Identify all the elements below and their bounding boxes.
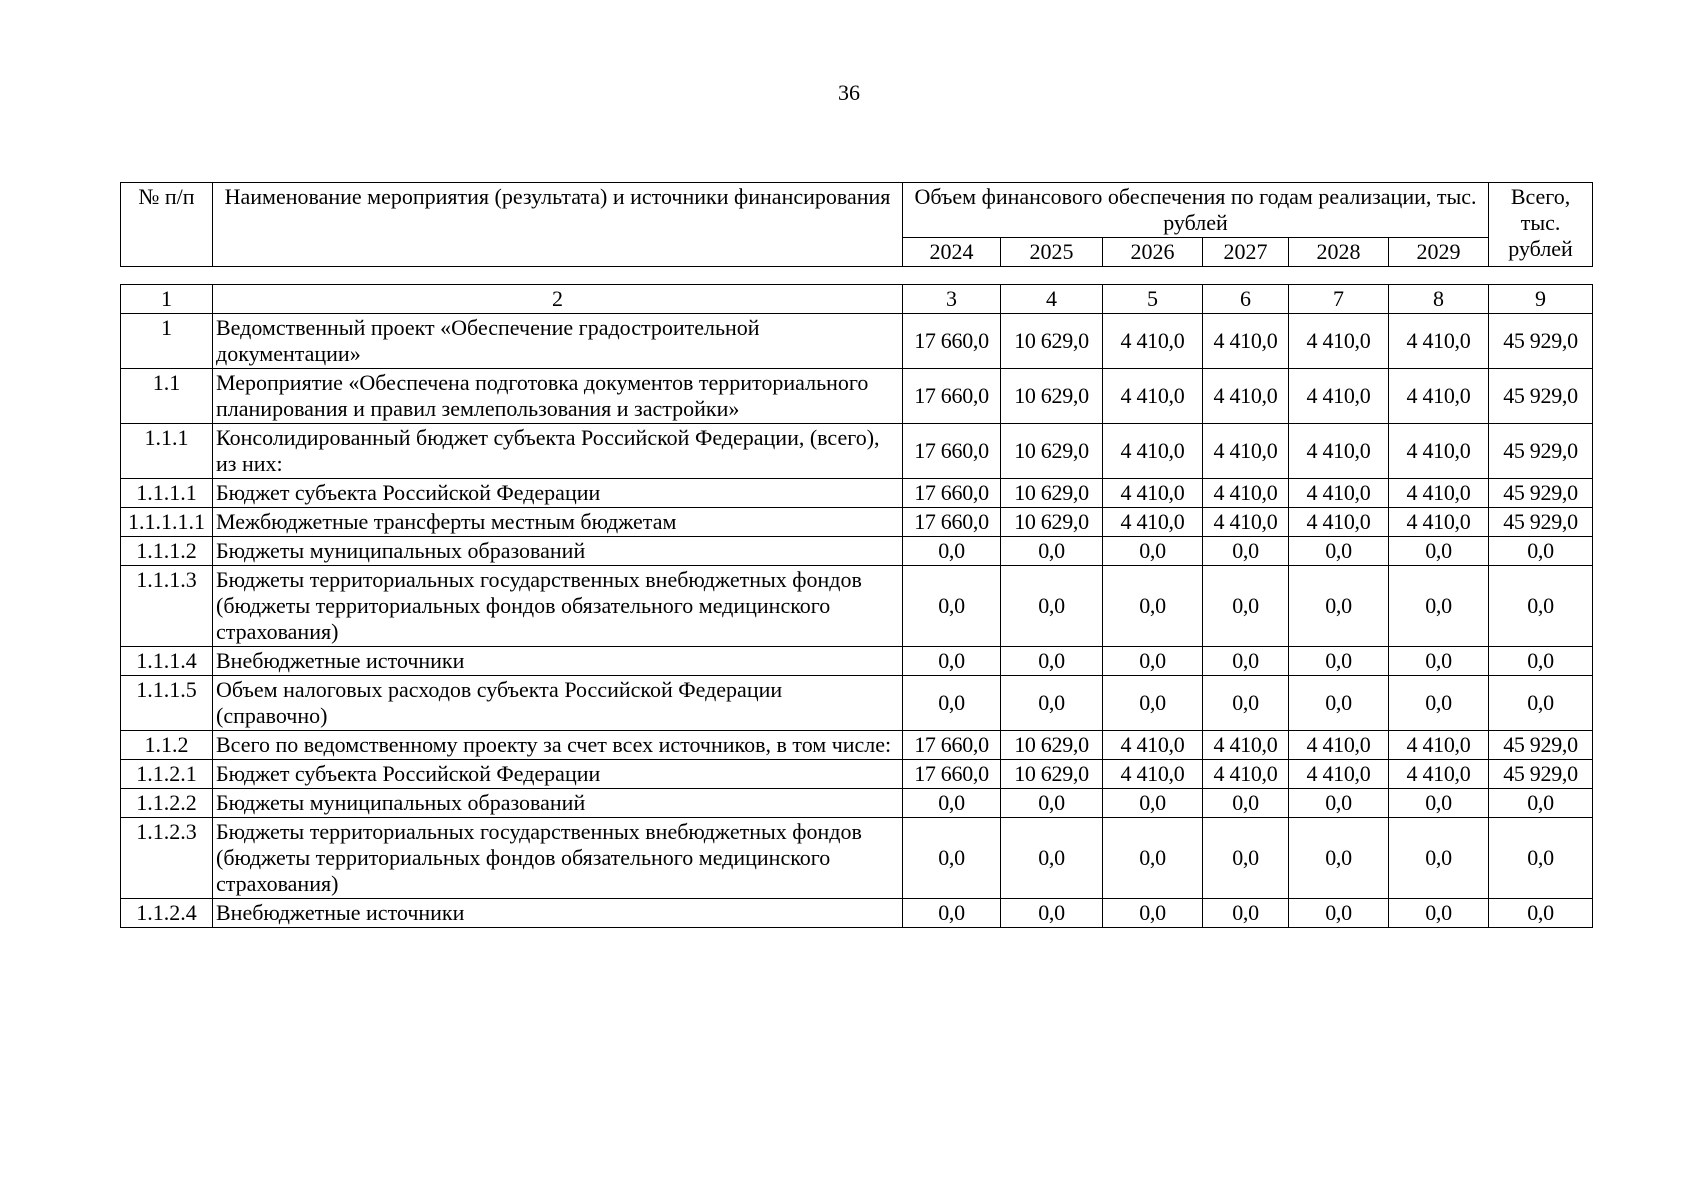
row-value: 10 629,0 xyxy=(1001,424,1103,479)
column-number: 1 xyxy=(121,285,213,314)
row-value: 0,0 xyxy=(1203,818,1289,899)
row-value: 17 660,0 xyxy=(903,760,1001,789)
page-number: 36 xyxy=(838,80,860,105)
row-value: 4 410,0 xyxy=(1289,314,1389,369)
row-value: 0,0 xyxy=(903,818,1001,899)
row-number: 1.1.1 xyxy=(121,424,213,479)
row-name: Бюджеты муниципальных образований xyxy=(213,537,903,566)
column-number: 5 xyxy=(1103,285,1203,314)
row-value: 0,0 xyxy=(1289,676,1389,731)
row-value: 4 410,0 xyxy=(1203,369,1289,424)
row-total: 45 929,0 xyxy=(1489,479,1593,508)
table-body xyxy=(120,284,1593,928)
row-value: 4 410,0 xyxy=(1389,369,1489,424)
row-number: 1.1.1.5 xyxy=(121,676,213,731)
header-year: 2029 xyxy=(1389,238,1489,267)
row-total: 45 929,0 xyxy=(1489,314,1593,369)
table-row xyxy=(121,424,1593,479)
row-value: 0,0 xyxy=(1001,566,1103,647)
row-name: Внебюджетные источники xyxy=(213,647,903,676)
row-total: 45 929,0 xyxy=(1489,369,1593,424)
row-value: 0,0 xyxy=(1001,676,1103,731)
table-row xyxy=(121,479,1593,508)
column-number: 9 xyxy=(1489,285,1593,314)
row-value: 4 410,0 xyxy=(1389,314,1489,369)
row-value: 10 629,0 xyxy=(1001,731,1103,760)
row-number: 1.1.2 xyxy=(121,731,213,760)
header-total: Всего, тыс. рублей xyxy=(1489,183,1593,267)
row-total: 0,0 xyxy=(1489,818,1593,899)
row-value: 17 660,0 xyxy=(903,369,1001,424)
row-value: 4 410,0 xyxy=(1103,479,1203,508)
row-value: 0,0 xyxy=(1389,566,1489,647)
row-total: 45 929,0 xyxy=(1489,424,1593,479)
table-row xyxy=(121,314,1593,369)
row-number: 1.1 xyxy=(121,369,213,424)
table-row xyxy=(121,760,1593,789)
row-value: 4 410,0 xyxy=(1389,479,1489,508)
table-row xyxy=(121,731,1593,760)
row-value: 0,0 xyxy=(1103,899,1203,928)
row-value: 4 410,0 xyxy=(1103,424,1203,479)
row-value: 0,0 xyxy=(903,566,1001,647)
row-value: 4 410,0 xyxy=(1203,731,1289,760)
row-value: 4 410,0 xyxy=(1289,760,1389,789)
row-value: 10 629,0 xyxy=(1001,760,1103,789)
row-value: 10 629,0 xyxy=(1001,369,1103,424)
row-value: 0,0 xyxy=(1389,676,1489,731)
row-value: 0,0 xyxy=(1389,899,1489,928)
row-value: 0,0 xyxy=(903,899,1001,928)
row-value: 0,0 xyxy=(1103,566,1203,647)
row-value: 0,0 xyxy=(1001,537,1103,566)
row-value: 0,0 xyxy=(1203,676,1289,731)
column-number: 4 xyxy=(1001,285,1103,314)
row-value: 4 410,0 xyxy=(1289,369,1389,424)
row-total: 0,0 xyxy=(1489,566,1593,647)
row-value: 4 410,0 xyxy=(1103,369,1203,424)
row-value: 4 410,0 xyxy=(1389,424,1489,479)
row-value: 0,0 xyxy=(1103,537,1203,566)
table-header xyxy=(120,182,1593,267)
row-value: 0,0 xyxy=(1203,537,1289,566)
row-value: 0,0 xyxy=(903,537,1001,566)
table-row xyxy=(121,789,1593,818)
row-value: 4 410,0 xyxy=(1103,760,1203,789)
row-total: 45 929,0 xyxy=(1489,760,1593,789)
row-value: 4 410,0 xyxy=(1103,731,1203,760)
table-row xyxy=(121,537,1593,566)
row-number: 1.1.1.4 xyxy=(121,647,213,676)
row-name: Бюджеты территориальных государственных внебюджетных фондов (бюджеты территориальных фондов обязательного медицинского страхования) xyxy=(213,566,903,647)
row-value: 4 410,0 xyxy=(1289,731,1389,760)
row-value: 0,0 xyxy=(1389,537,1489,566)
row-value: 0,0 xyxy=(903,647,1001,676)
row-value: 0,0 xyxy=(1001,818,1103,899)
row-number: 1.1.2.2 xyxy=(121,789,213,818)
row-value: 0,0 xyxy=(1203,566,1289,647)
table-row xyxy=(121,508,1593,537)
row-value: 0,0 xyxy=(1203,789,1289,818)
row-value: 0,0 xyxy=(903,789,1001,818)
row-number: 1.1.1.1 xyxy=(121,479,213,508)
row-value: 0,0 xyxy=(1203,899,1289,928)
row-value: 0,0 xyxy=(1289,789,1389,818)
row-name: Консолидированный бюджет субъекта Российской Федерации, (всего), из них: xyxy=(213,424,903,479)
row-name: Бюджет субъекта Российской Федерации xyxy=(213,479,903,508)
row-value: 4 410,0 xyxy=(1203,508,1289,537)
row-total: 0,0 xyxy=(1489,647,1593,676)
row-value: 0,0 xyxy=(1001,899,1103,928)
table-row xyxy=(121,676,1593,731)
row-name: Бюджет субъекта Российской Федерации xyxy=(213,760,903,789)
header-year: 2026 xyxy=(1103,238,1203,267)
row-total: 0,0 xyxy=(1489,537,1593,566)
table-row xyxy=(121,899,1593,928)
row-value: 17 660,0 xyxy=(903,479,1001,508)
row-number: 1.1.1.3 xyxy=(121,566,213,647)
column-number: 6 xyxy=(1203,285,1289,314)
row-value: 0,0 xyxy=(1103,676,1203,731)
row-value: 17 660,0 xyxy=(903,424,1001,479)
row-value: 17 660,0 xyxy=(903,731,1001,760)
row-number: 1 xyxy=(121,314,213,369)
column-number: 2 xyxy=(213,285,903,314)
row-value: 0,0 xyxy=(1389,647,1489,676)
row-total: 0,0 xyxy=(1489,899,1593,928)
row-number: 1.1.2.4 xyxy=(121,899,213,928)
row-total: 45 929,0 xyxy=(1489,508,1593,537)
row-value: 0,0 xyxy=(1001,789,1103,818)
row-total: 0,0 xyxy=(1489,789,1593,818)
row-number: 1.1.1.1.1 xyxy=(121,508,213,537)
table-row xyxy=(121,818,1593,899)
table-row xyxy=(121,647,1593,676)
row-value: 0,0 xyxy=(1289,818,1389,899)
row-number: 1.1.2.1 xyxy=(121,760,213,789)
column-number-row xyxy=(121,285,1593,314)
column-number: 3 xyxy=(903,285,1001,314)
row-value: 4 410,0 xyxy=(1203,760,1289,789)
row-value: 0,0 xyxy=(1103,789,1203,818)
row-value: 4 410,0 xyxy=(1389,731,1489,760)
row-value: 0,0 xyxy=(1289,537,1389,566)
row-value: 10 629,0 xyxy=(1001,508,1103,537)
row-name: Бюджеты территориальных государственных внебюджетных фондов (бюджеты территориальных фондов обязательного медицинского страхования) xyxy=(213,818,903,899)
header-name: Наименование мероприятия (результата) и источники финансирования xyxy=(213,183,903,267)
row-value: 10 629,0 xyxy=(1001,479,1103,508)
row-name: Бюджеты муниципальных образований xyxy=(213,789,903,818)
row-value: 0,0 xyxy=(1203,647,1289,676)
row-value: 0,0 xyxy=(1389,818,1489,899)
row-value: 4 410,0 xyxy=(1203,479,1289,508)
row-value: 4 410,0 xyxy=(1289,508,1389,537)
row-value: 17 660,0 xyxy=(903,314,1001,369)
row-value: 4 410,0 xyxy=(1389,508,1489,537)
row-value: 0,0 xyxy=(1389,789,1489,818)
header-years-group: Объем финансового обеспечения по годам реализации, тыс. рублей xyxy=(903,183,1489,238)
row-name: Межбюджетные трансферты местным бюджетам xyxy=(213,508,903,537)
row-total: 45 929,0 xyxy=(1489,731,1593,760)
row-name: Мероприятие «Обеспечена подготовка документов территориального планирования и правил землепользования и застройки» xyxy=(213,369,903,424)
row-value: 4 410,0 xyxy=(1289,479,1389,508)
row-total: 0,0 xyxy=(1489,676,1593,731)
header-year: 2027 xyxy=(1203,238,1289,267)
row-value: 4 410,0 xyxy=(1103,314,1203,369)
row-value: 4 410,0 xyxy=(1289,424,1389,479)
row-name: Ведомственный проект «Обеспечение градостроительной документации» xyxy=(213,314,903,369)
row-number: 1.1.1.2 xyxy=(121,537,213,566)
header-year: 2028 xyxy=(1289,238,1389,267)
header-year: 2024 xyxy=(903,238,1001,267)
row-value: 0,0 xyxy=(903,676,1001,731)
row-value: 0,0 xyxy=(1103,818,1203,899)
row-number: 1.1.2.3 xyxy=(121,818,213,899)
row-name: Всего по ведомственному проекту за счет всех источников, в том числе: xyxy=(213,731,903,760)
row-value: 4 410,0 xyxy=(1203,314,1289,369)
row-value: 4 410,0 xyxy=(1103,508,1203,537)
row-value: 0,0 xyxy=(1289,566,1389,647)
header-num: № п/п xyxy=(121,183,213,267)
row-name: Объем налоговых расходов субъекта Российской Федерации (справочно) xyxy=(213,676,903,731)
row-value: 0,0 xyxy=(1289,899,1389,928)
column-number: 7 xyxy=(1289,285,1389,314)
row-value: 0,0 xyxy=(1103,647,1203,676)
row-value: 0,0 xyxy=(1001,647,1103,676)
row-value: 10 629,0 xyxy=(1001,314,1103,369)
header-year: 2025 xyxy=(1001,238,1103,267)
table-row xyxy=(121,369,1593,424)
table-row xyxy=(121,566,1593,647)
row-value: 0,0 xyxy=(1289,647,1389,676)
column-number: 8 xyxy=(1389,285,1489,314)
row-name: Внебюджетные источники xyxy=(213,899,903,928)
row-value: 4 410,0 xyxy=(1389,760,1489,789)
row-value: 17 660,0 xyxy=(903,508,1001,537)
row-value: 4 410,0 xyxy=(1203,424,1289,479)
